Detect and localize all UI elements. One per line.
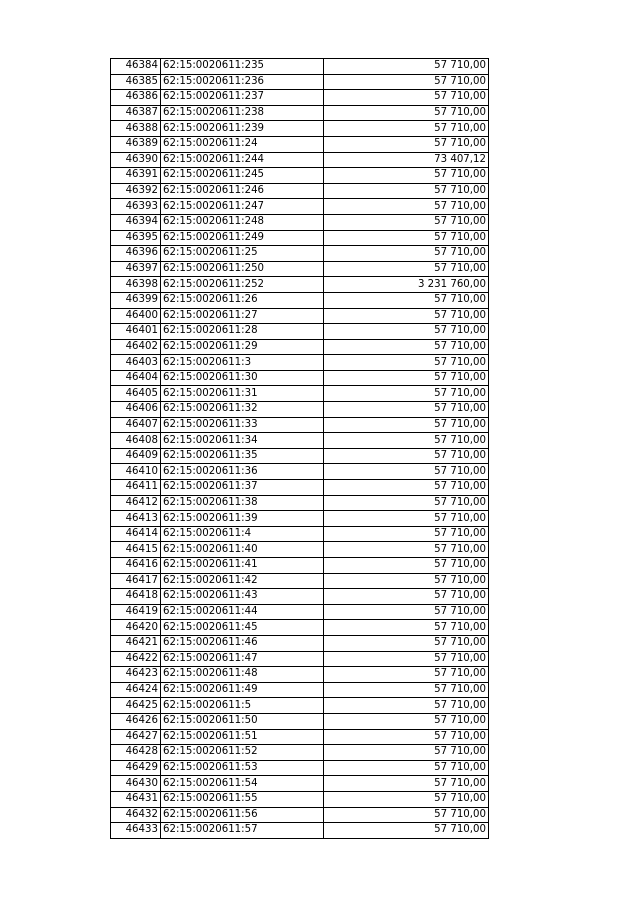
cadastral-value-cell: 57 710,00 xyxy=(324,246,489,262)
cadastral-value-cell: 57 710,00 xyxy=(324,495,489,511)
cadastral-number-cell: 62:15:0020611:52 xyxy=(161,745,324,761)
cadastral-value-cell: 57 710,00 xyxy=(324,74,489,90)
cadastral-number-cell: 62:15:0020611:53 xyxy=(161,760,324,776)
row-number-cell: 46426 xyxy=(111,713,161,729)
cadastral-value-cell: 57 710,00 xyxy=(324,807,489,823)
table-row xyxy=(111,183,489,199)
row-number-cell: 46422 xyxy=(111,651,161,667)
cadastral-value-cell: 57 710,00 xyxy=(324,168,489,184)
cadastral-number-cell: 62:15:0020611:250 xyxy=(161,261,324,277)
cadastral-value-cell: 57 710,00 xyxy=(324,745,489,761)
row-number-cell: 46398 xyxy=(111,277,161,293)
row-number-cell: 46390 xyxy=(111,152,161,168)
cadastral-value-cell: 57 710,00 xyxy=(324,589,489,605)
cadastral-value-cell: 57 710,00 xyxy=(324,573,489,589)
cadastral-number-cell: 62:15:0020611:30 xyxy=(161,370,324,386)
table-row xyxy=(111,729,489,745)
row-number-cell: 46407 xyxy=(111,417,161,433)
cadastral-number-cell: 62:15:0020611:35 xyxy=(161,448,324,464)
cadastral-value-cell: 57 710,00 xyxy=(324,667,489,683)
cadastral-value-cell: 57 710,00 xyxy=(324,542,489,558)
row-number-cell: 46430 xyxy=(111,776,161,792)
cadastral-number-cell: 62:15:0020611:249 xyxy=(161,230,324,246)
table-row xyxy=(111,620,489,636)
cadastral-number-cell: 62:15:0020611:41 xyxy=(161,558,324,574)
cadastral-number-cell: 62:15:0020611:32 xyxy=(161,402,324,418)
cadastral-number-cell: 62:15:0020611:245 xyxy=(161,168,324,184)
cadastral-number-cell: 62:15:0020611:51 xyxy=(161,729,324,745)
cadastral-number-cell: 62:15:0020611:46 xyxy=(161,635,324,651)
cadastral-value-cell: 3 231 760,00 xyxy=(324,277,489,293)
table-row xyxy=(111,635,489,651)
cadastral-number-cell: 62:15:0020611:3 xyxy=(161,355,324,371)
row-number-cell: 46406 xyxy=(111,402,161,418)
cadastral-value-cell: 57 710,00 xyxy=(324,199,489,215)
table-row xyxy=(111,480,489,496)
cadastral-number-cell: 62:15:0020611:37 xyxy=(161,480,324,496)
cadastral-number-cell: 62:15:0020611:237 xyxy=(161,90,324,106)
cadastral-value-cell: 57 710,00 xyxy=(324,230,489,246)
table-row xyxy=(111,90,489,106)
row-number-cell: 46403 xyxy=(111,355,161,371)
cadastral-number-cell: 62:15:0020611:31 xyxy=(161,386,324,402)
cadastral-value-cell: 57 710,00 xyxy=(324,417,489,433)
cadastral-value-cell: 57 710,00 xyxy=(324,433,489,449)
cadastral-value-cell: 57 710,00 xyxy=(324,183,489,199)
cadastral-number-cell: 62:15:0020611:48 xyxy=(161,667,324,683)
cadastral-number-cell: 62:15:0020611:55 xyxy=(161,791,324,807)
cadastral-value-cell: 57 710,00 xyxy=(324,464,489,480)
row-number-cell: 46431 xyxy=(111,791,161,807)
cadastral-number-cell: 62:15:0020611:5 xyxy=(161,698,324,714)
row-number-cell: 46404 xyxy=(111,370,161,386)
row-number-cell: 46413 xyxy=(111,511,161,527)
row-number-cell: 46424 xyxy=(111,682,161,698)
table-row xyxy=(111,667,489,683)
table-row xyxy=(111,386,489,402)
cadastral-number-cell: 62:15:0020611:33 xyxy=(161,417,324,433)
cadastral-number-cell: 62:15:0020611:56 xyxy=(161,807,324,823)
cadastral-number-cell: 62:15:0020611:44 xyxy=(161,604,324,620)
table-row xyxy=(111,339,489,355)
table-row xyxy=(111,308,489,324)
table-row xyxy=(111,199,489,215)
cadastral-value-cell: 57 710,00 xyxy=(324,214,489,230)
cadastral-number-cell: 62:15:0020611:238 xyxy=(161,105,324,121)
row-number-cell: 46397 xyxy=(111,261,161,277)
row-number-cell: 46405 xyxy=(111,386,161,402)
row-number-cell: 46410 xyxy=(111,464,161,480)
row-number-cell: 46386 xyxy=(111,90,161,106)
cadastral-number-cell: 62:15:0020611:26 xyxy=(161,292,324,308)
cadastral-number-cell: 62:15:0020611:50 xyxy=(161,713,324,729)
table-row xyxy=(111,277,489,293)
table-row xyxy=(111,604,489,620)
table-row xyxy=(111,511,489,527)
row-number-cell: 46399 xyxy=(111,292,161,308)
table-row xyxy=(111,292,489,308)
cadastral-value-cell: 57 710,00 xyxy=(324,776,489,792)
row-number-cell: 46401 xyxy=(111,324,161,340)
cadastral-number-cell: 62:15:0020611:244 xyxy=(161,152,324,168)
cadastral-value-cell: 57 710,00 xyxy=(324,823,489,839)
cadastral-value-cell: 57 710,00 xyxy=(324,682,489,698)
table-row xyxy=(111,573,489,589)
row-number-cell: 46432 xyxy=(111,807,161,823)
row-number-cell: 46414 xyxy=(111,526,161,542)
table-row xyxy=(111,542,489,558)
cadastral-value-cell: 57 710,00 xyxy=(324,729,489,745)
row-number-cell: 46419 xyxy=(111,604,161,620)
cadastral-number-cell: 62:15:0020611:39 xyxy=(161,511,324,527)
cadastral-number-cell: 62:15:0020611:49 xyxy=(161,682,324,698)
table-row xyxy=(111,121,489,137)
cadastral-number-cell: 62:15:0020611:27 xyxy=(161,308,324,324)
row-number-cell: 46417 xyxy=(111,573,161,589)
table-row xyxy=(111,526,489,542)
cadastral-value-cell: 57 710,00 xyxy=(324,791,489,807)
cadastral-number-cell: 62:15:0020611:236 xyxy=(161,74,324,90)
cadastral-value-cell: 57 710,00 xyxy=(324,121,489,137)
cadastral-value-cell: 73 407,12 xyxy=(324,152,489,168)
row-number-cell: 46394 xyxy=(111,214,161,230)
table-row xyxy=(111,464,489,480)
table-row xyxy=(111,745,489,761)
cadastral-value-cell: 57 710,00 xyxy=(324,59,489,75)
cadastral-value-table xyxy=(110,58,489,839)
row-number-cell: 46385 xyxy=(111,74,161,90)
row-number-cell: 46421 xyxy=(111,635,161,651)
table-row xyxy=(111,324,489,340)
cadastral-number-cell: 62:15:0020611:45 xyxy=(161,620,324,636)
row-number-cell: 46423 xyxy=(111,667,161,683)
table-row xyxy=(111,136,489,152)
row-number-cell: 46415 xyxy=(111,542,161,558)
cadastral-value-cell: 57 710,00 xyxy=(324,713,489,729)
cadastral-number-cell: 62:15:0020611:246 xyxy=(161,183,324,199)
row-number-cell: 46433 xyxy=(111,823,161,839)
cadastral-number-cell: 62:15:0020611:42 xyxy=(161,573,324,589)
row-number-cell: 46425 xyxy=(111,698,161,714)
cadastral-number-cell: 62:15:0020611:247 xyxy=(161,199,324,215)
row-number-cell: 46392 xyxy=(111,183,161,199)
cadastral-value-cell: 57 710,00 xyxy=(324,480,489,496)
table-row xyxy=(111,448,489,464)
cadastral-number-cell: 62:15:0020611:47 xyxy=(161,651,324,667)
row-number-cell: 46400 xyxy=(111,308,161,324)
row-number-cell: 46408 xyxy=(111,433,161,449)
cadastral-value-cell: 57 710,00 xyxy=(324,511,489,527)
cadastral-value-cell: 57 710,00 xyxy=(324,604,489,620)
row-number-cell: 46427 xyxy=(111,729,161,745)
table-row xyxy=(111,246,489,262)
row-number-cell: 46416 xyxy=(111,558,161,574)
cadastral-number-cell: 62:15:0020611:248 xyxy=(161,214,324,230)
table-row xyxy=(111,152,489,168)
row-number-cell: 46411 xyxy=(111,480,161,496)
table-row xyxy=(111,807,489,823)
table-row xyxy=(111,495,489,511)
table-row xyxy=(111,105,489,121)
cadastral-value-cell: 57 710,00 xyxy=(324,651,489,667)
table-row xyxy=(111,589,489,605)
table-row xyxy=(111,230,489,246)
row-number-cell: 46429 xyxy=(111,760,161,776)
cadastral-value-cell: 57 710,00 xyxy=(324,635,489,651)
cadastral-value-cell: 57 710,00 xyxy=(324,448,489,464)
cadastral-value-cell: 57 710,00 xyxy=(324,324,489,340)
row-number-cell: 46409 xyxy=(111,448,161,464)
row-number-cell: 46389 xyxy=(111,136,161,152)
cadastral-value-cell: 57 710,00 xyxy=(324,386,489,402)
cadastral-number-cell: 62:15:0020611:38 xyxy=(161,495,324,511)
row-number-cell: 46420 xyxy=(111,620,161,636)
cadastral-number-cell: 62:15:0020611:29 xyxy=(161,339,324,355)
cadastral-value-cell: 57 710,00 xyxy=(324,620,489,636)
cadastral-number-cell: 62:15:0020611:235 xyxy=(161,59,324,75)
table-row xyxy=(111,370,489,386)
row-number-cell: 46395 xyxy=(111,230,161,246)
row-number-cell: 46384 xyxy=(111,59,161,75)
table-row xyxy=(111,682,489,698)
row-number-cell: 46391 xyxy=(111,168,161,184)
table-row xyxy=(111,823,489,839)
cadastral-number-cell: 62:15:0020611:40 xyxy=(161,542,324,558)
cadastral-value-cell: 57 710,00 xyxy=(324,90,489,106)
cadastral-number-cell: 62:15:0020611:28 xyxy=(161,324,324,340)
cadastral-value-cell: 57 710,00 xyxy=(324,308,489,324)
cadastral-value-cell: 57 710,00 xyxy=(324,136,489,152)
table-row xyxy=(111,791,489,807)
table-row xyxy=(111,214,489,230)
row-number-cell: 46418 xyxy=(111,589,161,605)
table-row xyxy=(111,59,489,75)
cadastral-number-cell: 62:15:0020611:43 xyxy=(161,589,324,605)
cadastral-number-cell: 62:15:0020611:57 xyxy=(161,823,324,839)
table-row xyxy=(111,74,489,90)
cadastral-number-cell: 62:15:0020611:239 xyxy=(161,121,324,137)
table-row xyxy=(111,417,489,433)
cadastral-value-cell: 57 710,00 xyxy=(324,760,489,776)
table-row xyxy=(111,713,489,729)
cadastral-number-cell: 62:15:0020611:4 xyxy=(161,526,324,542)
table-row xyxy=(111,651,489,667)
cadastral-number-cell: 62:15:0020611:54 xyxy=(161,776,324,792)
table-row xyxy=(111,698,489,714)
row-number-cell: 46396 xyxy=(111,246,161,262)
row-number-cell: 46402 xyxy=(111,339,161,355)
row-number-cell: 46388 xyxy=(111,121,161,137)
table-row xyxy=(111,261,489,277)
table-body xyxy=(111,59,489,839)
cadastral-number-cell: 62:15:0020611:24 xyxy=(161,136,324,152)
cadastral-value-cell: 57 710,00 xyxy=(324,105,489,121)
cadastral-number-cell: 62:15:0020611:34 xyxy=(161,433,324,449)
cadastral-number-cell: 62:15:0020611:25 xyxy=(161,246,324,262)
table-row xyxy=(111,433,489,449)
cadastral-number-cell: 62:15:0020611:252 xyxy=(161,277,324,293)
cadastral-value-cell: 57 710,00 xyxy=(324,339,489,355)
table-row xyxy=(111,760,489,776)
cadastral-value-cell: 57 710,00 xyxy=(324,526,489,542)
table-row xyxy=(111,776,489,792)
row-number-cell: 46412 xyxy=(111,495,161,511)
cadastral-number-cell: 62:15:0020611:36 xyxy=(161,464,324,480)
row-number-cell: 46428 xyxy=(111,745,161,761)
table-row xyxy=(111,402,489,418)
cadastral-value-cell: 57 710,00 xyxy=(324,261,489,277)
table-row xyxy=(111,558,489,574)
table-row xyxy=(111,168,489,184)
row-number-cell: 46387 xyxy=(111,105,161,121)
cadastral-value-cell: 57 710,00 xyxy=(324,558,489,574)
row-number-cell: 46393 xyxy=(111,199,161,215)
cadastral-value-cell: 57 710,00 xyxy=(324,292,489,308)
cadastral-value-cell: 57 710,00 xyxy=(324,370,489,386)
cadastral-value-cell: 57 710,00 xyxy=(324,698,489,714)
table-row xyxy=(111,355,489,371)
cadastral-value-cell: 57 710,00 xyxy=(324,355,489,371)
cadastral-value-cell: 57 710,00 xyxy=(324,402,489,418)
